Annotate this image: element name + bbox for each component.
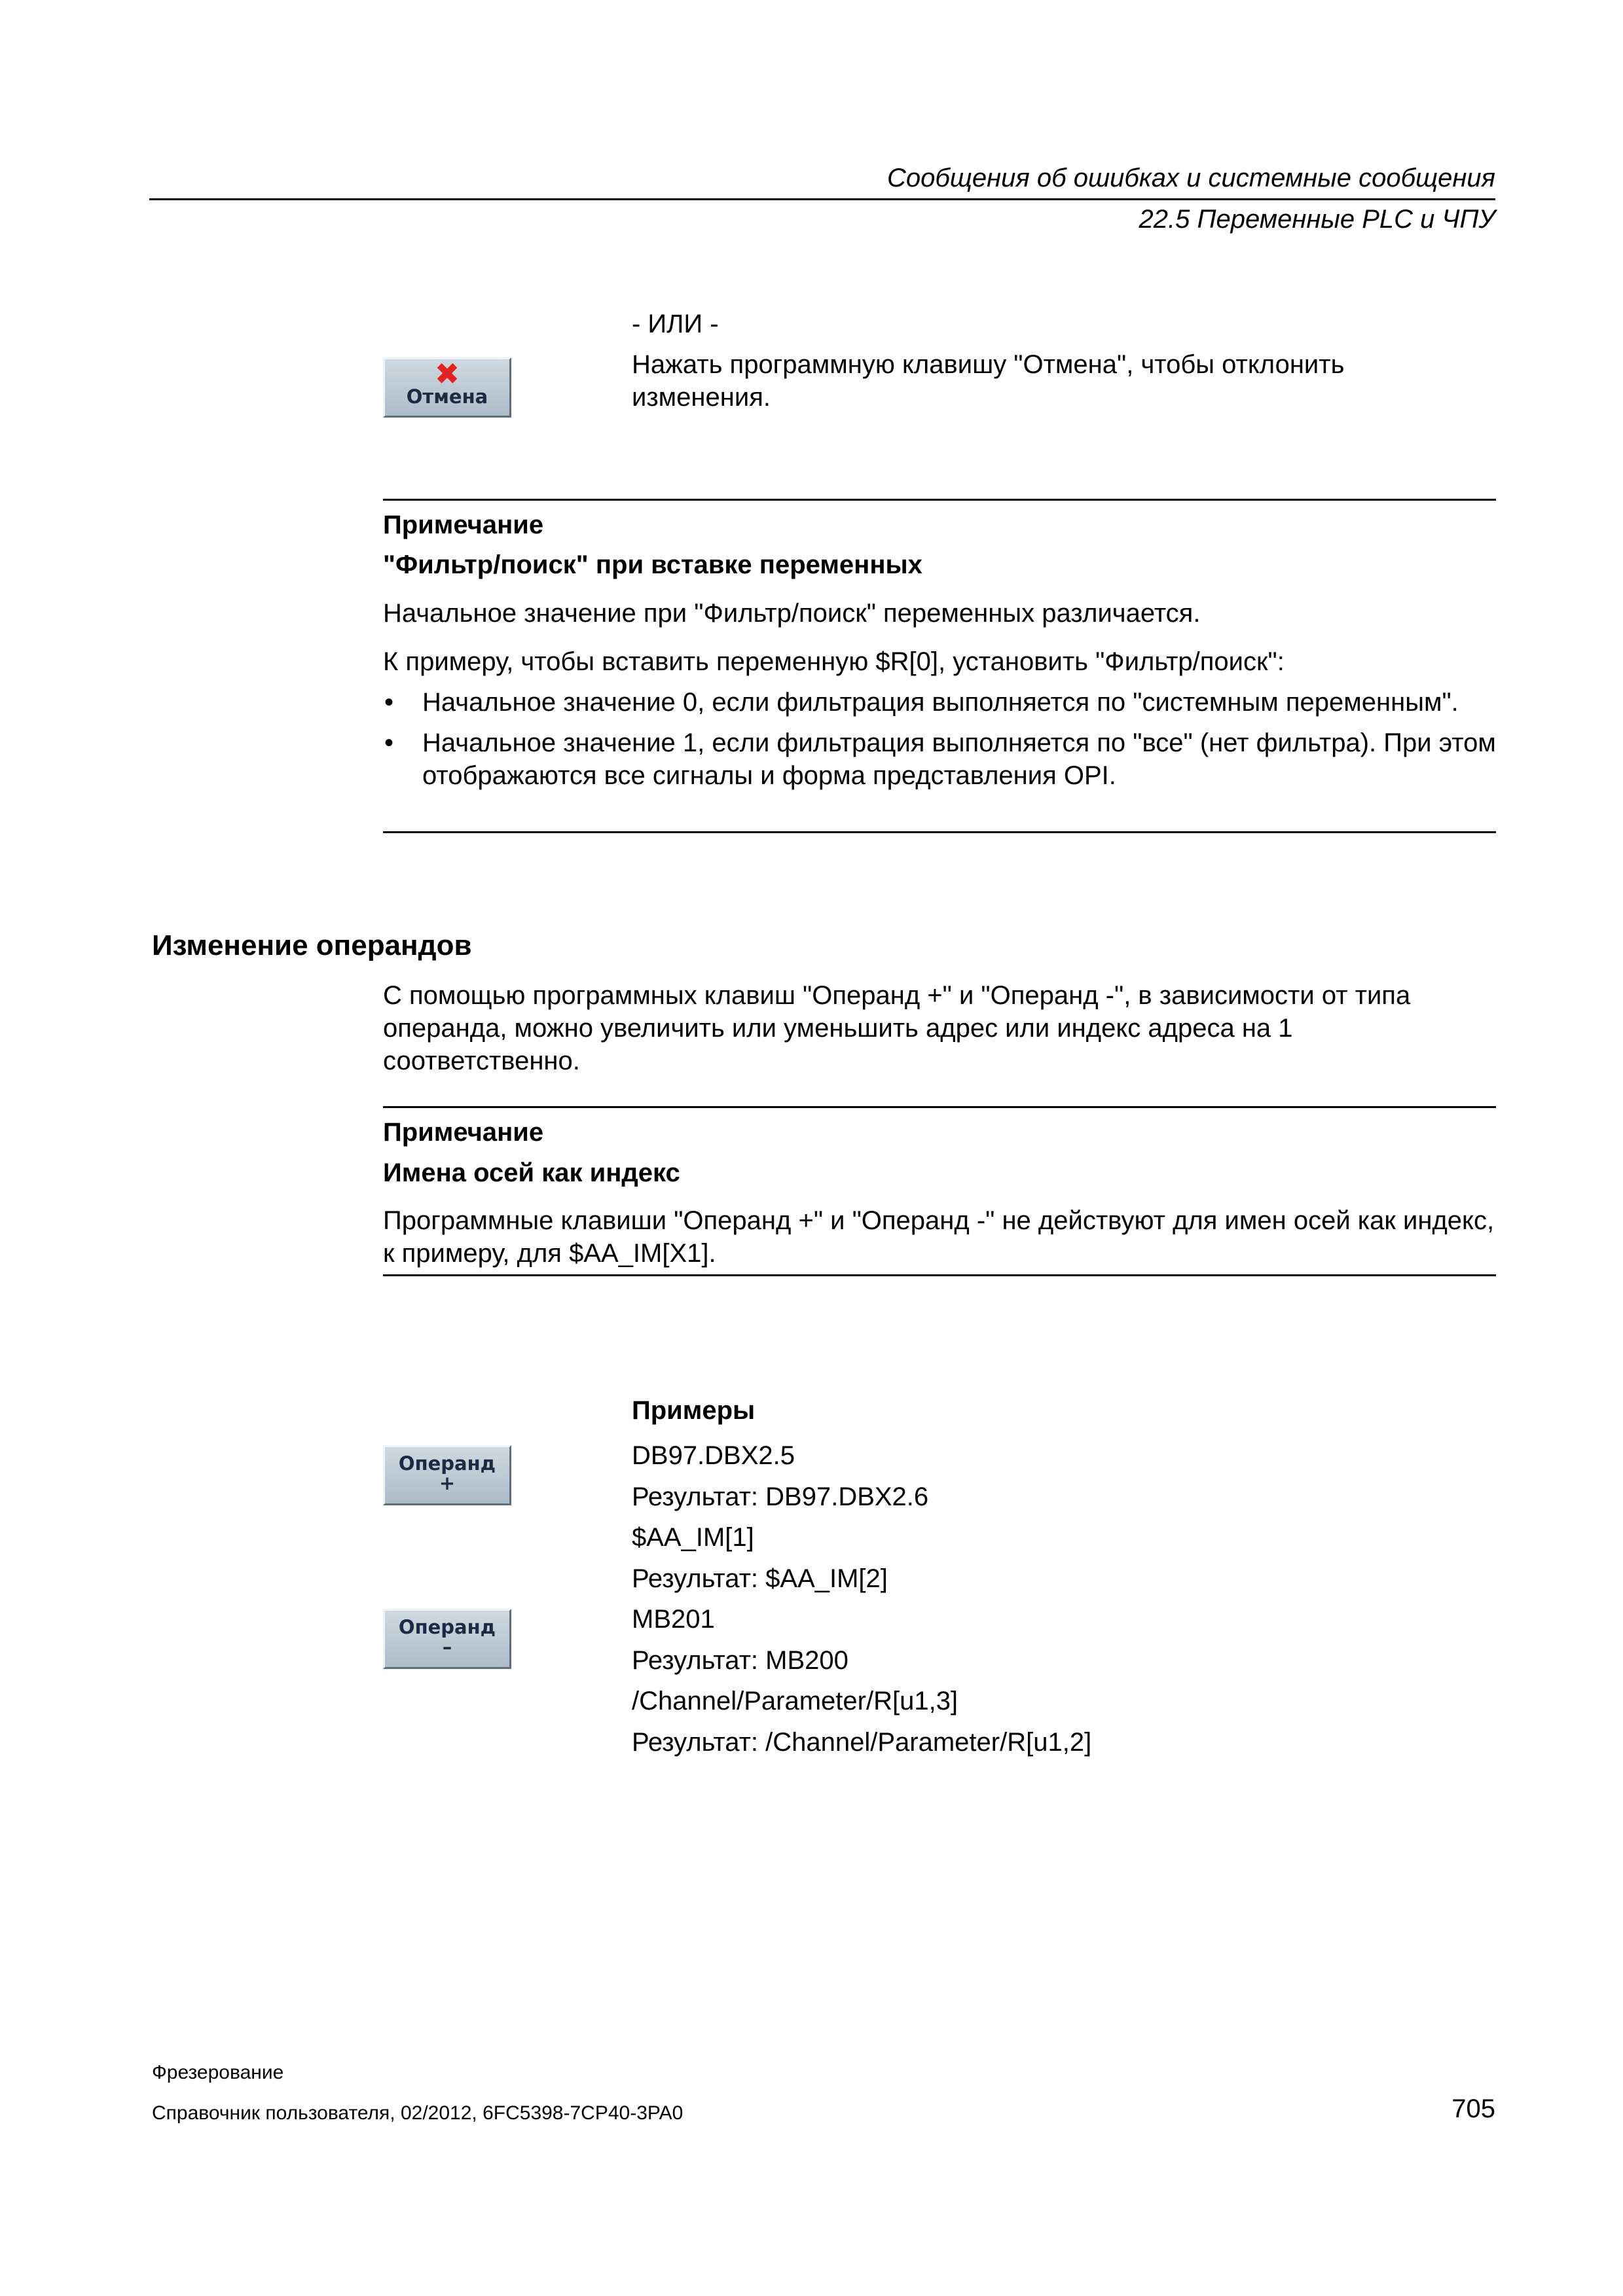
operand-plus-label: Операнд — [398, 1452, 496, 1475]
example-line: Результат: DB97.DBX2.6 — [632, 1482, 929, 1511]
bullet-icon: • — [384, 728, 394, 757]
note-title: "Фильтр/поиск" при вставке переменных — [383, 550, 922, 579]
examples-list — [632, 1435, 1091, 1763]
note-top-rule — [383, 1106, 1496, 1108]
header-rule — [149, 198, 1495, 200]
example-line: Результат: /Channel/Parameter/R[u1,2] — [632, 1727, 1092, 1757]
red-cross-icon: ✖ — [434, 356, 460, 391]
examples-heading: Примеры — [632, 1396, 756, 1425]
operand-minus-softkey[interactable] — [383, 1609, 511, 1669]
cancel-softkey[interactable] — [383, 357, 511, 418]
example-line: DB97.DBX2.5 — [632, 1441, 795, 1470]
section-heading: Изменение операндов — [152, 929, 472, 961]
note-paragraph: К примеру, чтобы вставить переменную $R[0], установить "Фильтр/поиск": — [383, 647, 1285, 676]
minus-icon: – — [442, 1636, 452, 1658]
note-bottom-rule — [383, 831, 1496, 833]
note-label: Примечание — [383, 511, 544, 539]
bullet-icon: • — [384, 688, 394, 717]
or-label: - ИЛИ - — [632, 310, 719, 338]
section-paragraph: С помощью программных клавиш "Операнд +" и "Операнд -", в зависимости от типа операнда, можно увеличить или уменьшить адрес или индекс адреса на 1 соответственно. — [383, 981, 1411, 1075]
example-line: /Channel/Parameter/R[u1,3] — [632, 1687, 958, 1715]
example-line: Результат: $AA_IM[2] — [632, 1564, 888, 1593]
note-bullet-list — [383, 686, 1496, 800]
page-number: 705 — [1451, 2094, 1495, 2123]
note-label: Примечание — [383, 1118, 544, 1147]
note-title: Имена осей как индекс — [383, 1158, 680, 1187]
list-item: • Начальное значение 0, если фильтрация выполняется по "системным переменным". — [383, 686, 1496, 719]
operand-plus-softkey[interactable] — [383, 1445, 511, 1505]
list-item: • Начальное значение 1, если фильтрация выполняется по "все" (нет фильтра). При этом отображаются все сигналы и форма представления OPI. — [383, 726, 1496, 792]
footer-manual-info: Справочник пользователя, 02/2012, 6FC5398-7CP40-3PA0 — [152, 2102, 684, 2124]
note-top-rule — [383, 499, 1496, 501]
example-line: $AA_IM[1] — [632, 1523, 754, 1552]
note-paragraph: Начальное значение при "Фильтр/поиск" переменных различается. — [383, 599, 1201, 628]
example-line: MB201 — [632, 1605, 715, 1634]
plus-icon: + — [439, 1472, 456, 1494]
operand-minus-label: Операнд — [398, 1616, 496, 1638]
footer-product: Фрезерование — [152, 2062, 284, 2083]
running-header-section: 22.5 Переменные PLC и ЧПУ — [1139, 205, 1495, 234]
cancel-softkey-label: Отмена — [406, 386, 488, 408]
note-bottom-rule — [383, 1274, 1496, 1276]
example-line: Результат: MB200 — [632, 1645, 848, 1675]
cancel-instruction: Нажать программную клавишу "Отмена", чтобы отклонить изменения. — [632, 350, 1345, 412]
note-paragraph: Программные клавиши "Операнд +" и "Операнд -" не действуют для имен осей как индекс, к примеру, для $AA_IM[X1]. — [383, 1206, 1495, 1268]
running-header-title: Сообщения об ошибках и системные сообщения — [886, 164, 1495, 192]
